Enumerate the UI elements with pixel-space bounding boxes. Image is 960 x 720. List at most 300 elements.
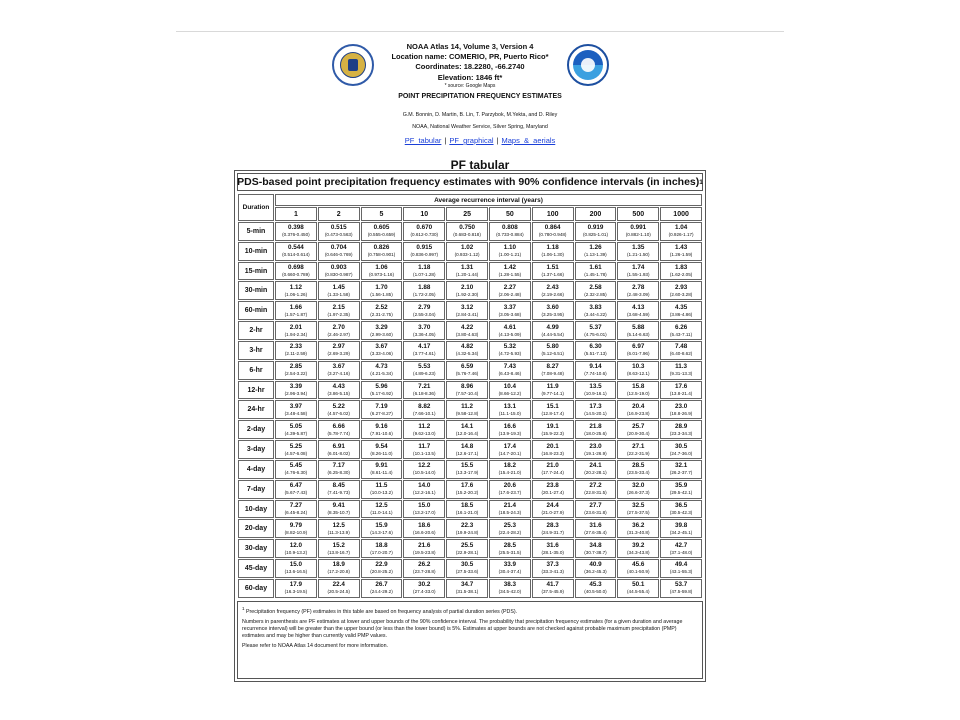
ari-header: Average recurrence interval (years) (275, 194, 702, 206)
pf-confidence-interval: (1.94-2.34) (284, 331, 308, 337)
table-row (238, 361, 702, 380)
pf-estimate: 27.2 (589, 482, 602, 490)
pf-cell (403, 321, 445, 340)
pf-confidence-interval: (10.9-13.2) (284, 549, 308, 555)
atlas-title: NOAA Atlas 14, Volume 3, Version 4 (406, 42, 534, 51)
pf-estimate: 0.544 (288, 244, 304, 252)
table-row (238, 519, 702, 538)
pf-cell (532, 539, 574, 558)
link-separator: | (444, 136, 447, 145)
pf-estimate: 40.9 (589, 561, 602, 569)
link-pf-tabular[interactable]: PF_tabular (404, 136, 442, 145)
pf-confidence-interval: (2.69-3.29) (327, 351, 350, 357)
pf-confidence-interval: (26.6-37.3) (627, 490, 650, 496)
pf-cell (617, 242, 659, 261)
pf-estimate: 34.7 (460, 581, 474, 589)
pf-cell (361, 262, 403, 281)
pf-confidence-interval: (23.5-33.4) (627, 470, 650, 476)
pf-confidence-interval: (12.8-17.4) (541, 410, 564, 416)
pf-cell (361, 559, 403, 578)
duration-label: 30-day (238, 539, 274, 558)
pf-confidence-interval: (27.5-37.5) (627, 510, 650, 515)
pf-cell (446, 321, 488, 340)
pf-estimate: 12.5 (332, 521, 345, 529)
pf-estimate: 5.25 (289, 442, 303, 450)
pf-confidence-interval: (18.8-26.9) (669, 410, 693, 416)
pf-estimate: 39.8 (674, 521, 688, 529)
pf-confidence-interval: (16.9-23.8) (627, 410, 650, 416)
table-row (238, 321, 702, 340)
pf-cell (403, 440, 445, 459)
pf-confidence-interval: (9.58-12.8) (455, 410, 479, 416)
pf-cell (275, 579, 317, 598)
pf-cell (403, 539, 445, 558)
pf-cell (617, 361, 659, 380)
pf-cell (532, 361, 574, 380)
pf-confidence-interval: (22.8-31.5) (584, 490, 607, 496)
pf-confidence-interval: (1.37-1.66) (541, 272, 564, 278)
pf-cell (532, 500, 574, 519)
pf-estimate: 17.6 (460, 482, 474, 490)
pf-confidence-interval: (0.836-0.997) (410, 252, 439, 258)
pf-confidence-interval: (20.5-24.5) (327, 589, 350, 595)
pf-cell (446, 440, 488, 459)
pf-cell (617, 262, 659, 281)
pf-confidence-interval: (17.7-24.4) (541, 470, 564, 476)
pf-estimate: 4.61 (503, 323, 517, 331)
pf-estimate: 3.39 (289, 383, 303, 391)
pf-cell (318, 361, 360, 380)
pf-confidence-interval: (23.7-28.8) (413, 569, 436, 575)
pf-cell (275, 500, 317, 519)
pf-confidence-interval: (2.54-3.22) (284, 371, 308, 377)
pf-estimate: 5.22 (332, 402, 345, 410)
ari-header-row (238, 207, 702, 221)
pf-cell (318, 400, 360, 419)
pf-confidence-interval: (36.2-45.3) (584, 569, 607, 575)
pf-cell (575, 539, 617, 558)
pf-cell (532, 222, 574, 241)
pf-cell (489, 301, 531, 320)
duration-label: 10-min (238, 242, 274, 261)
pf-estimate: 5.53 (418, 363, 431, 371)
pf-confidence-interval: (16.8-23.3) (541, 450, 564, 456)
location-name: Location name: COMERIO, PR, Puerto Rico* (391, 52, 549, 61)
pf-confidence-interval: (9.62-13.0) (413, 430, 436, 436)
pf-confidence-interval: (4.72-5.93) (498, 351, 522, 357)
pf-confidence-interval: (29.5-42.1) (669, 490, 693, 496)
pf-confidence-interval: (40.1-50.9) (627, 569, 650, 575)
pf-estimate: 1.51 (546, 264, 559, 272)
pf-cell (575, 460, 617, 479)
pf-cell (318, 301, 360, 320)
noaa-logo-icon (567, 44, 609, 86)
pf-confidence-interval: (0.758-0.901) (367, 252, 396, 258)
pf-estimate: 0.991 (630, 224, 647, 232)
page-header (180, 36, 780, 116)
pf-estimate: 15.0 (418, 502, 431, 509)
pf-cell (446, 262, 488, 281)
pf-cell (403, 262, 445, 281)
pf-estimate: 6.47 (289, 482, 303, 490)
pf-estimate: 2.97 (332, 343, 345, 351)
pf-confidence-interval: (2.06-2.48) (498, 291, 522, 297)
pf-confidence-interval: (2.46-2.97) (327, 331, 350, 337)
pf-cell (489, 321, 531, 340)
pf-confidence-interval: (0.646-0.769) (324, 252, 353, 258)
pf-confidence-interval: (0.683-0.818) (453, 232, 481, 238)
pf-confidence-interval: (1.97-2.35) (327, 311, 350, 317)
pf-cell (361, 222, 403, 241)
footnote-1 (242, 605, 698, 616)
pf-cell (617, 381, 659, 400)
duration-label: 30-min (238, 281, 274, 300)
pf-cell (446, 242, 488, 261)
pf-confidence-interval: (1.55-1.93) (627, 272, 650, 278)
pf-cell (318, 460, 360, 479)
source-note: * source: Google Maps (444, 83, 496, 89)
pf-cell (446, 222, 488, 241)
pf-estimate: 21.4 (503, 502, 517, 509)
pf-cell (532, 460, 574, 479)
link-maps-aerials[interactable]: Maps_&_aerials (501, 136, 556, 145)
pf-cell (361, 500, 403, 519)
pf-cell (617, 500, 659, 519)
pf-confidence-interval: (4.75-6.01) (584, 331, 607, 337)
pf-cell (660, 400, 702, 419)
pf-estimate: 12.2 (418, 462, 431, 470)
table-row (238, 381, 702, 400)
pf-cell (489, 440, 531, 459)
top-divider (176, 31, 784, 32)
pf-cell (489, 420, 531, 439)
pf-confidence-interval: (13.9-19.3) (498, 430, 522, 436)
pf-confidence-interval: (17.2-20.8) (327, 569, 350, 575)
pf-confidence-interval: (6.27-8.27) (370, 410, 393, 416)
ci-note: Numbers in parenthesis are PF estimates at lower and upper bounds of the 90% confidence interval. The probability that precipitation frequency estimates (for a given duration and average recurrence interval) will be greater than the upper bound (or less than the lower bound) is 5%. Estimates at upper bounds are not checked against probable maximum precipitation (PMP) estimates and may be higher than currently valid PMP values. (242, 618, 683, 639)
pf-cell (532, 559, 574, 578)
pf-cell (275, 242, 317, 261)
pf-cell (489, 519, 531, 538)
pf-cell (575, 242, 617, 261)
pf-confidence-interval: (2.11-2.59) (284, 351, 307, 357)
duration-header: Duration (238, 194, 274, 221)
pf-cell (660, 420, 702, 439)
pf-confidence-interval: (14.5-20.1) (584, 410, 607, 416)
pf-confidence-interval: (24.4-29.2) (370, 589, 393, 595)
report-title: POINT PRECIPITATION FREQUENCY ESTIMATES (398, 93, 562, 100)
pf-confidence-interval: (10.5-14.0) (413, 470, 436, 476)
pf-confidence-interval: (3.80-4.63) (455, 331, 479, 337)
pf-confidence-interval: (24.9-31.7) (541, 529, 564, 535)
pf-confidence-interval: (25.5-31.5) (498, 549, 522, 555)
table-row (238, 579, 702, 598)
pf-confidence-interval: (2.99-3.60) (370, 331, 393, 337)
pf-estimate: 50.1 (632, 581, 645, 589)
pf-cell (361, 381, 403, 400)
pf-cell (532, 480, 574, 499)
pf-estimate: 30.5 (674, 442, 688, 450)
pf-confidence-interval: (31.3-40.8) (627, 529, 650, 535)
pf-confidence-interval: (5.14-6.63) (627, 331, 650, 337)
pf-confidence-interval: (8.66-12.2) (498, 391, 522, 397)
pf-cell (617, 420, 659, 439)
pf-cell (489, 559, 531, 578)
pf-cell (489, 361, 531, 380)
pf-estimate: 5.32 (503, 343, 517, 351)
pf-estimate: 9.41 (332, 502, 345, 509)
pf-confidence-interval: (6.40-8.62) (669, 351, 693, 357)
pf-confidence-interval: (2.48-3.09) (627, 291, 650, 297)
pf-cell (318, 420, 360, 439)
pf-cell (617, 539, 659, 558)
pf-cell (275, 321, 317, 340)
pf-estimate: 18.6 (418, 521, 431, 529)
pf-confidence-interval: (2.32-2.85) (584, 291, 607, 297)
pf-estimate: 10.4 (503, 383, 517, 391)
pf-confidence-interval: (21.0-27.9) (541, 510, 564, 515)
pf-cell (361, 579, 403, 598)
pf-cell (446, 420, 488, 439)
pf-cell (403, 579, 445, 598)
pf-estimate: 21.6 (418, 541, 431, 549)
pf-estimate: 2.43 (546, 283, 559, 291)
pf-cell (403, 480, 445, 499)
pf-estimate: 16.6 (503, 422, 517, 430)
pf-confidence-interval: (2.96-3.94) (284, 391, 308, 397)
pf-estimate: 21.8 (589, 422, 602, 430)
pf-estimate: 4.99 (546, 323, 559, 331)
pf-cell (275, 420, 317, 439)
duration-label: 60-day (238, 579, 274, 598)
link-pf-graphical[interactable]: PF_graphical (449, 136, 494, 145)
pf-confidence-interval: (1.20-1.44) (455, 272, 479, 278)
pf-confidence-interval: (3.25-3.95) (541, 311, 564, 317)
pf-cell (575, 361, 617, 380)
pf-estimate: 15.8 (632, 383, 645, 391)
pf-confidence-interval: (26.2-37.7) (669, 470, 693, 476)
pf-cell (575, 420, 617, 439)
pf-confidence-interval: (8.35-10.7) (327, 510, 350, 515)
pf-estimate: 6.59 (460, 363, 474, 371)
pf-confidence-interval: (1.21-1.50) (627, 252, 650, 258)
pf-cell (489, 262, 531, 281)
pf-estimate: 25.5 (460, 541, 474, 549)
pf-cell (575, 559, 617, 578)
pf-estimate: 15.2 (332, 541, 345, 549)
pf-estimate: 4.82 (460, 343, 474, 351)
pf-estimate: 1.02 (460, 244, 474, 252)
pf-cell (575, 480, 617, 499)
pf-cell (489, 460, 531, 479)
pf-confidence-interval: (6.01-7.96) (627, 351, 650, 357)
pf-cell (575, 321, 617, 340)
pf-estimate: 9.54 (375, 442, 388, 450)
pf-estimate: 6.26 (674, 323, 688, 331)
pf-confidence-interval: (1.62-2.05) (669, 272, 693, 278)
pf-estimate: 2.78 (632, 283, 645, 291)
pf-cell (660, 579, 702, 598)
pf-estimate: 1.74 (632, 264, 645, 272)
pf-estimate: 17.4 (503, 442, 517, 450)
pf-confidence-interval: (24.7-36.0) (669, 450, 693, 456)
pf-confidence-interval: (30.5-42.3) (669, 510, 693, 515)
pf-estimate: 11.9 (546, 383, 559, 391)
pf-confidence-interval: (27.6-35.4) (584, 529, 607, 535)
pf-cell (575, 341, 617, 360)
pf-cell (532, 579, 574, 598)
pf-cell (617, 579, 659, 598)
pf-estimate: 22.9 (375, 561, 388, 569)
pf-cell (446, 381, 488, 400)
pf-cell (275, 440, 317, 459)
pf-cell (318, 500, 360, 519)
refer-note: Please refer to NOAA Atlas 14 document for more information. (242, 642, 389, 649)
pf-confidence-interval: (2.19-2.66) (541, 291, 564, 297)
ari-col-header: 1000 (660, 207, 702, 221)
pf-estimate: 2.85 (289, 363, 303, 371)
pf-estimate: 27.1 (632, 442, 645, 450)
pf-confidence-interval: (11.1-15.0) (498, 410, 521, 416)
pf-estimate: 1.42 (503, 264, 517, 272)
pf-cell (532, 281, 574, 300)
pf-cell (532, 519, 574, 538)
coordinates: Coordinates: 18.2280, -66.2740 (415, 62, 525, 71)
pf-estimate: 0.698 (288, 264, 304, 272)
duration-label: 3-day (238, 440, 274, 459)
caption-footnote-mark: 1 (699, 178, 703, 186)
pf-confidence-interval: (22.9-28.1) (455, 549, 479, 555)
pf-estimate: 53.7 (674, 581, 688, 589)
pf-estimate: 11.2 (461, 402, 474, 410)
pf-confidence-interval: (18.5-24.3) (498, 510, 522, 515)
pf-estimate: 21.0 (546, 462, 559, 470)
pf-cell (446, 519, 488, 538)
pf-confidence-interval: (1.72-2.05) (413, 291, 436, 297)
pf-estimate: 4.22 (460, 323, 474, 331)
pf-estimate: 32.1 (674, 462, 688, 470)
pf-estimate: 1.10 (503, 244, 517, 252)
pf-cell (275, 301, 317, 320)
pf-cell (361, 400, 403, 419)
pf-estimate: 0.704 (330, 244, 347, 252)
pf-estimate: 26.2 (418, 561, 431, 569)
pf-estimate: 17.6 (674, 383, 688, 391)
pf-cell (532, 242, 574, 261)
pf-cell (318, 381, 360, 400)
pf-confidence-interval: (28.1-35.0) (541, 549, 564, 555)
pf-cell (361, 420, 403, 439)
duration-label: 3-hr (238, 341, 274, 360)
pf-cell (318, 519, 360, 538)
pf-confidence-interval: (7.41-9.73) (327, 490, 350, 496)
pf-cell (617, 480, 659, 499)
pf-estimate: 2.52 (375, 303, 388, 311)
pf-confidence-interval: (13.8-21.4) (669, 391, 693, 397)
pf-cell (318, 222, 360, 241)
pf-cell (617, 301, 659, 320)
pf-confidence-interval: (20.8-25.2) (370, 569, 393, 575)
pf-estimate: 31.6 (546, 541, 559, 549)
pf-cell (575, 381, 617, 400)
pf-cell (617, 400, 659, 419)
pf-estimate: 11.3 (675, 363, 688, 371)
pf-estimate: 36.2 (632, 521, 645, 529)
pf-cell (575, 281, 617, 300)
pf-estimate: 25.7 (632, 422, 645, 430)
pf-estimate: 33.9 (503, 561, 517, 569)
pf-cell (617, 321, 659, 340)
pf-cell (275, 460, 317, 479)
pf-estimate: 2.70 (332, 323, 345, 331)
pf-estimate: 1.43 (674, 244, 688, 252)
pf-confidence-interval: (5.43-7.11) (670, 331, 693, 337)
pf-confidence-interval: (47.5-59.8) (669, 589, 693, 595)
pf-cell (489, 539, 531, 558)
pf-estimate: 17.3 (589, 402, 602, 410)
pf-estimate: 5.05 (289, 422, 303, 430)
pf-estimate: 35.9 (674, 482, 688, 490)
pf-confidence-interval: (3.77-4.61) (413, 351, 436, 357)
pf-cell (403, 242, 445, 261)
pf-confidence-interval: (16.1-21.0) (455, 510, 479, 515)
pf-confidence-interval: (12.0-16.4) (455, 430, 479, 436)
pf-estimate: 23.0 (674, 402, 688, 410)
pf-cell (660, 500, 702, 519)
pf-estimate: 14.0 (418, 482, 431, 490)
pf-estimate: 23.8 (546, 482, 559, 490)
pf-confidence-interval: (5.78-7.74) (327, 430, 350, 436)
pf-estimate: 18.2 (503, 462, 517, 470)
pf-confidence-interval: (1.92-2.30) (455, 291, 479, 297)
pf-confidence-interval: (34.3-43.8) (627, 549, 650, 555)
pf-cell (532, 301, 574, 320)
pf-estimate: 5.96 (375, 383, 388, 391)
pf-cell (318, 341, 360, 360)
pf-cell (660, 281, 702, 300)
pf-estimate: 2.27 (503, 283, 517, 291)
pf-estimate: 1.45 (332, 283, 345, 291)
pf-confidence-interval: (40.5-50.0) (584, 589, 607, 595)
pf-confidence-interval: (2.60-3.28) (669, 291, 693, 297)
pf-cell (361, 539, 403, 558)
pf-confidence-interval: (0.830-0.987) (324, 272, 353, 278)
pf-estimate: 2.58 (589, 283, 602, 291)
pf-cell (660, 262, 702, 281)
pf-cell (489, 242, 531, 261)
pf-estimate: 0.919 (587, 224, 604, 232)
pf-estimate: 8.27 (546, 363, 559, 371)
pf-confidence-interval: (0.555-0.659) (367, 232, 396, 238)
pf-cell (275, 480, 317, 499)
pf-confidence-interval: (3.86-5.15) (327, 391, 350, 397)
pf-cell (275, 222, 317, 241)
pf-confidence-interval: (44.5-55.4) (627, 589, 650, 595)
pf-estimate: 39.2 (632, 541, 645, 549)
pf-cell (446, 281, 488, 300)
pf-cell (403, 500, 445, 519)
pf-confidence-interval: (27.5-33.6) (455, 569, 479, 575)
pf-estimate: 15.0 (289, 561, 303, 569)
pf-cell (275, 519, 317, 538)
pf-cell (446, 341, 488, 360)
pf-confidence-interval: (0.973-1.16) (368, 272, 394, 278)
table-notes (237, 601, 703, 679)
pf-confidence-interval: (8.61-11.4) (370, 470, 393, 476)
table-row (238, 480, 702, 499)
pf-cell (489, 222, 531, 241)
pf-confidence-interval: (5.12-6.51) (541, 351, 564, 357)
